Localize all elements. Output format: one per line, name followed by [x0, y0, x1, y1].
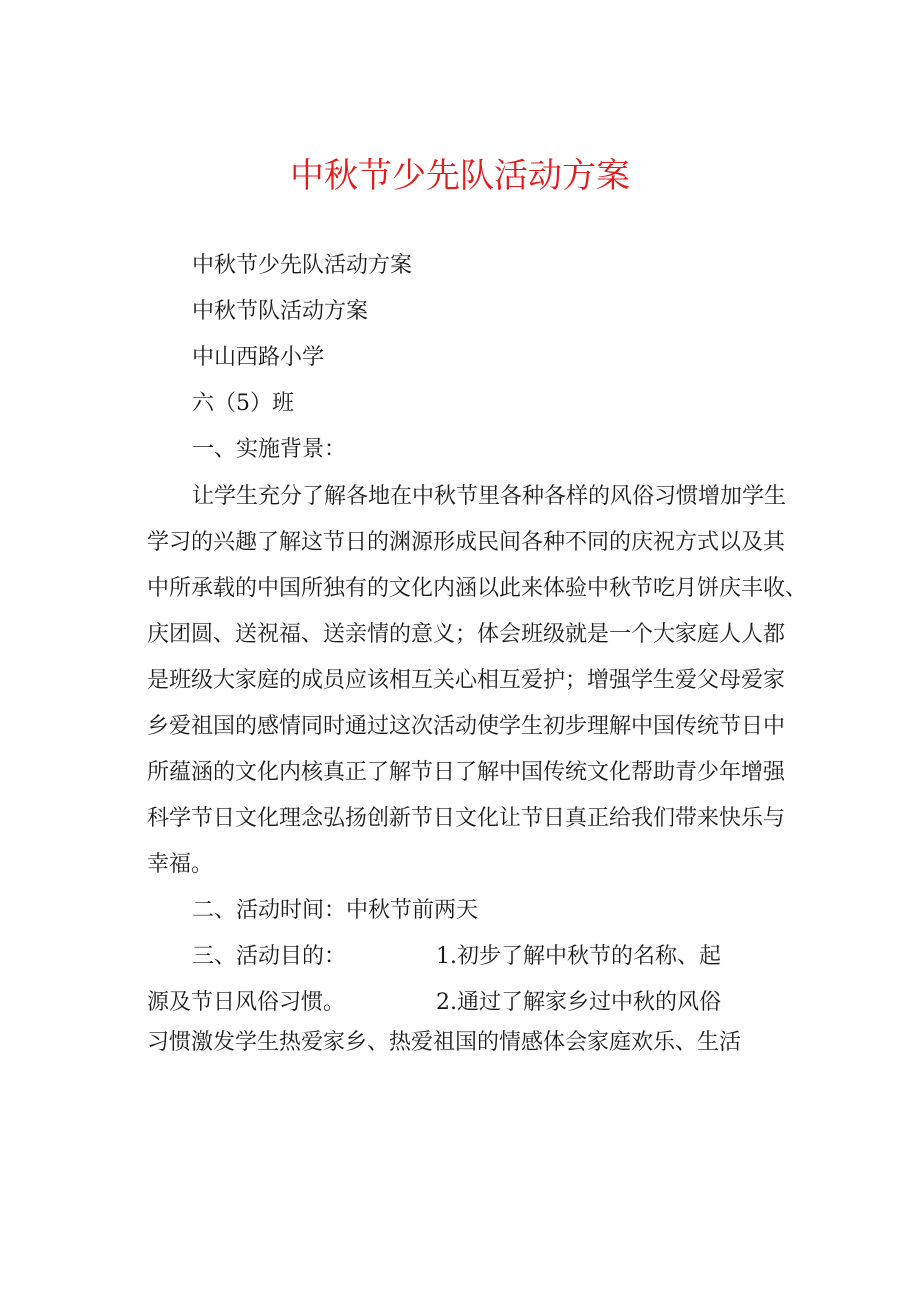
- purpose-row: 源及节日风俗习惯。: [147, 990, 346, 1015]
- purpose-row: [192, 934, 346, 980]
- section-heading-purpose: 三、活动目的：: [192, 944, 347, 969]
- paragraph-line: 乡爱祖国的感情同时通过这次活动使学生初步理解中国传统节日中: [147, 714, 786, 739]
- document-title: 中秋节少先队活动方案: [290, 156, 630, 196]
- paragraph-line: 让学生充分了解各地在中秋节里各种各样的风俗习惯增加学生: [192, 484, 787, 509]
- subtitle-line: 中秋节少先队活动方案: [192, 253, 413, 278]
- purpose-item: 1.初步了解中秋节的名称、起: [436, 944, 721, 969]
- school-name: 中山西路小学: [192, 345, 325, 370]
- paragraph-line: 中所承载的中国所独有的文化内涵以此来体验中秋节吃月饼庆丰收、: [147, 576, 808, 601]
- paragraph-line: 学习的兴趣了解这节日的渊源形成民间各种不同的庆祝方式以及其: [147, 530, 786, 555]
- paragraph-line: 是班级大家庭的成员应该相互关心相互爱护；增强学生爱父母爱家: [147, 668, 786, 693]
- purpose-item: 2.通过了解家乡过中秋的风俗: [436, 990, 721, 1015]
- section-heading-background: 一、实施背景：: [192, 437, 347, 462]
- paragraph-line: 习惯激发学生热爱家乡、热爱祖国的情感体会家庭欢乐、生活: [147, 1030, 742, 1055]
- paragraph-line: 所蕴涵的文化内核真正了解节日了解中国传统文化帮助青少年增强: [147, 760, 786, 785]
- paragraph-line: 科学节日文化理念弘扬创新节日文化让节日真正给我们带来快乐与: [147, 806, 786, 831]
- class-name: 六（5）班: [192, 391, 294, 416]
- subtitle-line: 中秋节队活动方案: [192, 299, 369, 324]
- paragraph-line: 庆团圆、送祝福、送亲情的意义；体会班级就是一个大家庭人人都: [147, 622, 786, 647]
- paragraph-line: 幸福。: [147, 852, 214, 877]
- section-heading-time: 二、活动时间：中秋节前两天: [192, 898, 479, 923]
